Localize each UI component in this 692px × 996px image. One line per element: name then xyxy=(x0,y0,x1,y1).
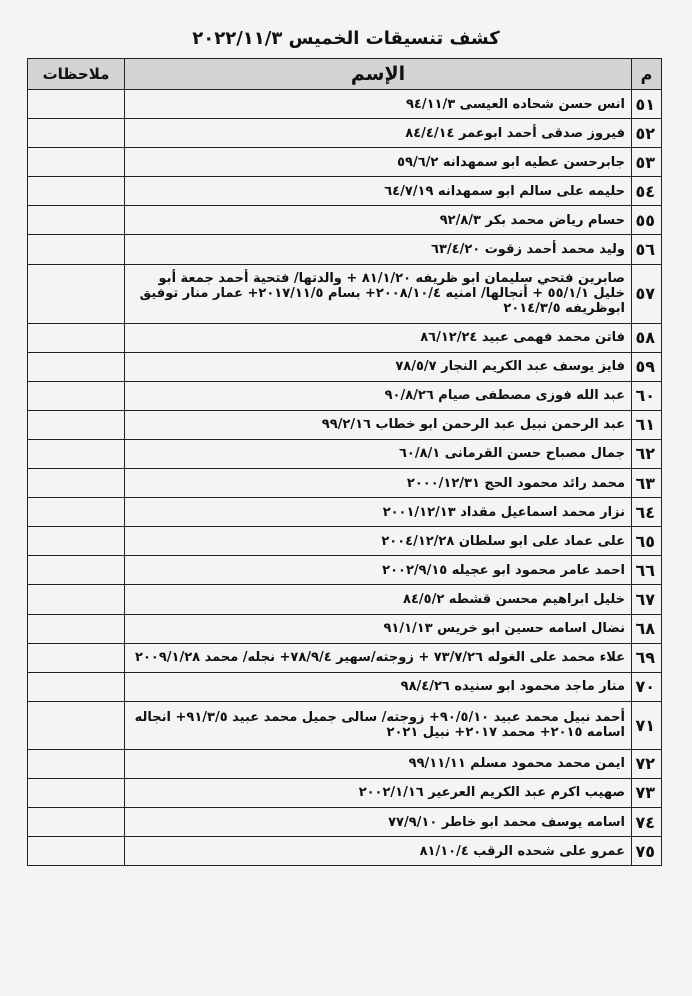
row-notes xyxy=(28,585,125,614)
row-number: ٦٣ xyxy=(632,469,662,498)
row-number: ٥٣ xyxy=(632,148,662,177)
table-row xyxy=(28,643,662,672)
row-notes xyxy=(28,469,125,498)
row-number: ٥٥ xyxy=(632,206,662,235)
row-name: وليد محمد أحمد زقوت ٦٣/٤/٢٠ xyxy=(125,235,632,264)
row-number: ٥٨ xyxy=(632,323,662,352)
row-name: منار ماجد محمود ابو سنيده ٩٨/٤/٢٦ xyxy=(125,672,632,701)
row-number: ٥٩ xyxy=(632,352,662,381)
row-notes xyxy=(28,264,125,323)
row-number: ٧٢ xyxy=(632,749,662,778)
row-name: أحمد نبيل محمد عبيد ٩٠/٥/١٠+ زوجته/ سالى جميل محمد عبيد ٩١/٣/٥+ انجاله اسامه ٢٠١٥+ محمد ٢٠١٧+ نبيل ٢٠٢١ xyxy=(125,701,632,749)
table-row xyxy=(28,837,662,866)
row-number: ٦٤ xyxy=(632,498,662,527)
column-header-notes: ملاحظات xyxy=(28,59,125,90)
column-header-number: م xyxy=(632,59,662,90)
table-row xyxy=(28,206,662,235)
row-number: ٦١ xyxy=(632,410,662,439)
table-row xyxy=(28,352,662,381)
row-notes xyxy=(28,177,125,206)
row-notes xyxy=(28,837,125,866)
row-name: نضال اسامه حسين ابو خريس ٩١/١/١٣ xyxy=(125,614,632,643)
row-name: عبد الرحمن نبيل عبد الرحمن ابو خطاب ٩٩/٢/١٦ xyxy=(125,410,632,439)
row-notes xyxy=(28,119,125,148)
row-number: ٥١ xyxy=(632,90,662,119)
table-row xyxy=(28,778,662,807)
row-name: صابرين فتحي سليمان ابو ظريفه ٨١/١/٢٠ + والدتها/ فتحية أحمد جمعة أبو خليل ٥٥/١/١ + أنجالها/ امنيه ٢٠٠٨/١٠/٤+ بسام ٢٠١٧/١١/٥+ عمار منار توفيق ابوظريفه ٢٠١٤/٣/٥ xyxy=(125,264,632,323)
table-row xyxy=(28,177,662,206)
row-notes xyxy=(28,672,125,701)
row-name: فاتن محمد فهمى عبيد ٨٦/١٢/٢٤ xyxy=(125,323,632,352)
table-row xyxy=(28,381,662,410)
row-notes xyxy=(28,148,125,177)
table-row xyxy=(28,90,662,119)
row-notes xyxy=(28,643,125,672)
names-table xyxy=(27,58,662,866)
row-number: ٦٧ xyxy=(632,585,662,614)
row-number: ٦٠ xyxy=(632,381,662,410)
row-name: حسام رياض محمد بكر ٩٢/٨/٣ xyxy=(125,206,632,235)
row-notes xyxy=(28,410,125,439)
row-number: ٥٢ xyxy=(632,119,662,148)
row-name: جمال مصباح حسن القرمانى ٦٠/٨/١ xyxy=(125,439,632,468)
row-number: ٧٥ xyxy=(632,837,662,866)
row-name: احمد عامر محمود ابو عجيله ٢٠٠٢/٩/١٥ xyxy=(125,556,632,585)
row-notes xyxy=(28,206,125,235)
row-notes xyxy=(28,498,125,527)
table-row xyxy=(28,323,662,352)
row-number: ٧٠ xyxy=(632,672,662,701)
row-number: ٦٦ xyxy=(632,556,662,585)
table-header-row xyxy=(28,59,662,90)
row-notes xyxy=(28,90,125,119)
row-name: انس حسن شحاده العيسى ٩٤/١١/٣ xyxy=(125,90,632,119)
row-number: ٦٢ xyxy=(632,439,662,468)
row-number: ٥٦ xyxy=(632,235,662,264)
row-notes xyxy=(28,701,125,749)
table-row xyxy=(28,264,662,323)
row-notes xyxy=(28,749,125,778)
row-name: صهيب اكرم عبد الكريم العرعير ٢٠٠٢/١/١٦ xyxy=(125,778,632,807)
table-row xyxy=(28,119,662,148)
row-notes xyxy=(28,778,125,807)
row-notes xyxy=(28,381,125,410)
row-name: على عماد على ابو سلطان ٢٠٠٤/١٢/٢٨ xyxy=(125,527,632,556)
row-name: محمد رائد محمود الحج ٢٠٠٠/١٢/٣١ xyxy=(125,469,632,498)
row-notes xyxy=(28,323,125,352)
row-name: علاء محمد على الغوله ٧٣/٧/٢٦ + زوجته/سهير ٧٨/٩/٤+ نجله/ محمد ٢٠٠٩/١/٢٨ xyxy=(125,643,632,672)
row-name: ايمن محمد محمود مسلم ٩٩/١١/١١ xyxy=(125,749,632,778)
table-row xyxy=(28,672,662,701)
table-row xyxy=(28,410,662,439)
row-name: جابرحسن عطيه ابو سمهدانه ٥٩/٦/٢ xyxy=(125,148,632,177)
column-header-name: الإسم xyxy=(125,59,632,90)
table-row xyxy=(28,235,662,264)
row-number: ٦٥ xyxy=(632,527,662,556)
row-name: فايز يوسف عبد الكريم النجار ٧٨/٥/٧ xyxy=(125,352,632,381)
row-name: عبد الله فوزى مصطفى صيام ٩٠/٨/٢٦ xyxy=(125,381,632,410)
row-name: فيروز صدقى أحمد ابوعمر ٨٤/٤/١٤ xyxy=(125,119,632,148)
row-notes xyxy=(28,807,125,836)
row-number: ٦٩ xyxy=(632,643,662,672)
table-row xyxy=(28,439,662,468)
row-notes xyxy=(28,614,125,643)
table-body xyxy=(28,90,662,866)
row-name: اسامه يوسف محمد ابو خاطر ٧٧/٩/١٠ xyxy=(125,807,632,836)
row-number: ٧٤ xyxy=(632,807,662,836)
table-row xyxy=(28,527,662,556)
table-row xyxy=(28,585,662,614)
row-name: حليمه على سالم ابو سمهدانه ٦٤/٧/١٩ xyxy=(125,177,632,206)
row-notes xyxy=(28,527,125,556)
row-notes xyxy=(28,235,125,264)
table-row xyxy=(28,614,662,643)
row-name: خليل ابراهيم محسن قشطه ٨٤/٥/٢ xyxy=(125,585,632,614)
row-number: ٧٣ xyxy=(632,778,662,807)
row-name: عمرو على شحده الرقب ٨١/١٠/٤ xyxy=(125,837,632,866)
row-notes xyxy=(28,556,125,585)
row-number: ٥٤ xyxy=(632,177,662,206)
row-number: ٦٨ xyxy=(632,614,662,643)
table-row xyxy=(28,469,662,498)
row-notes xyxy=(28,439,125,468)
table-row xyxy=(28,749,662,778)
table-row xyxy=(28,807,662,836)
table-row xyxy=(28,701,662,749)
table-row xyxy=(28,498,662,527)
page-title: كشف تنسيقات الخميس ٢٠٢٢/١١/٣ xyxy=(192,28,500,49)
row-notes xyxy=(28,352,125,381)
row-number: ٥٧ xyxy=(632,264,662,323)
table-row xyxy=(28,148,662,177)
table-row xyxy=(28,556,662,585)
row-number: ٧١ xyxy=(632,701,662,749)
row-name: نزار محمد اسماعيل مقداد ٢٠٠١/١٢/١٣ xyxy=(125,498,632,527)
